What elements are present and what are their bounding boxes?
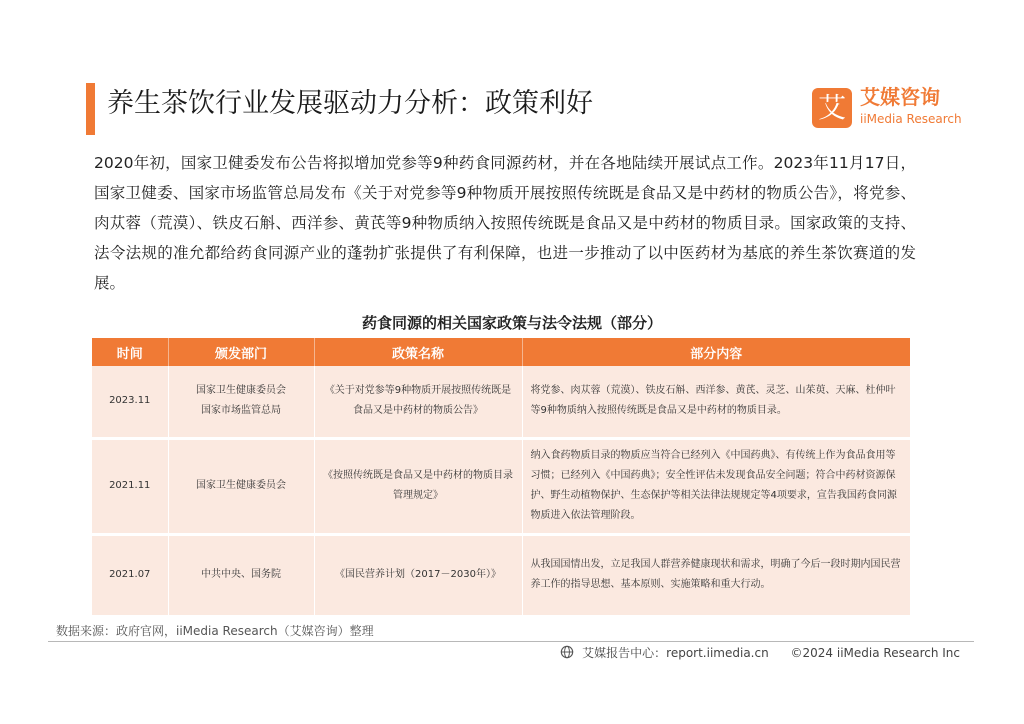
brand-logo: [812, 85, 972, 131]
cell-content: 纳入食药物质目录的物质应当符合已经列入《中国药典》、有传统上作为食品食用等习惯；已经列入《中国药典》；安全性评估未发现食品安全问题；符合中药材资源保护、野生动植物保护、生态保护等相关法律法规规定等4项要求，宣告我国药食同源物质进入依法管理阶段。: [522, 438, 910, 534]
logo-english-name: iiMedia Research: [860, 112, 962, 126]
page-title: 养生茶饮行业发展驱动力分析：政策利好: [107, 88, 593, 119]
intro-paragraph: 2020年初，国家卫健委发布公告将拟增加党参等9种药食同源药材，并在各地陆续开展试点工作。2023年11月17日，国家卫健委、国家市场监管总局发布《关于对党参等9种物质开展按照传统既是食品又是中药材的物质公告》，将党参、肉苁蓉（荒漠）、铁皮石斛、西洋参、黄芪等9种物质纳入按照传统既是食品又是中药材的物质目录。国家政策的支持、法令法规的准允都给药食同源产业的蓬勃扩张提供了有利保障，也进一步推动了以中医药材为基底的养生茶饮赛道的发展。: [94, 154, 916, 292]
header-content: 部分内容: [522, 338, 910, 366]
cell-department: 国家卫生健康委员会 国家市场监管总局: [168, 366, 314, 438]
title-accent-bar: [86, 83, 95, 135]
cell-policy-name: 《国民营养计划（2017－2030年）》: [314, 534, 522, 616]
cell-time: 2023.11: [92, 366, 168, 438]
header-department: 颁发部门: [168, 338, 314, 366]
table-row: [92, 438, 910, 534]
globe-icon: [560, 645, 574, 659]
cell-policy-name: 《关于对党参等9种物质开展按照传统既是食品又是中药材的物质公告》: [314, 366, 522, 438]
cell-time: 2021.07: [92, 534, 168, 616]
header-time: 时间: [92, 338, 168, 366]
table-row: [92, 366, 910, 438]
logo-chinese-name: 艾媒咨询: [860, 85, 940, 109]
cell-content: 将党参、肉苁蓉（荒漠）、铁皮石斛、西洋参、黄芪、灵芝、山茱萸、天麻、杜仲叶等9种物质纳入按照传统既是食品又是中药材的物质目录。: [522, 366, 910, 438]
report-center-link[interactable]: 艾媒报告中心：report.iimedia.cn: [582, 646, 769, 660]
page-footer: [560, 644, 960, 661]
cell-department: 国家卫生健康委员会: [168, 438, 314, 534]
cell-time: 2021.11: [92, 438, 168, 534]
data-source-note: 数据来源：政府官网，iiMedia Research（艾媒咨询）整理: [56, 624, 374, 638]
cell-content: 从我国国情出发，立足我国人群营养健康现状和需求，明确了今后一段时期内国民营养工作的指导思想、基本原则、实施策略和重大行动。: [522, 534, 910, 616]
table-header-row: [92, 338, 910, 366]
policy-table: [92, 338, 910, 618]
logo-mark-icon: 艾: [812, 88, 852, 128]
header-policy-name: 政策名称: [314, 338, 522, 366]
table-row: [92, 534, 910, 616]
cell-department: 中共中央、国务院: [168, 534, 314, 616]
cell-policy-name: 《按照传统既是食品又是中药材的物质目录管理规定》: [314, 438, 522, 534]
copyright-text: ©2024 iiMedia Research Inc: [790, 646, 960, 660]
footer-divider: [48, 641, 974, 642]
table-title: 药食同源的相关国家政策与法令法规（部分）: [361, 314, 662, 332]
